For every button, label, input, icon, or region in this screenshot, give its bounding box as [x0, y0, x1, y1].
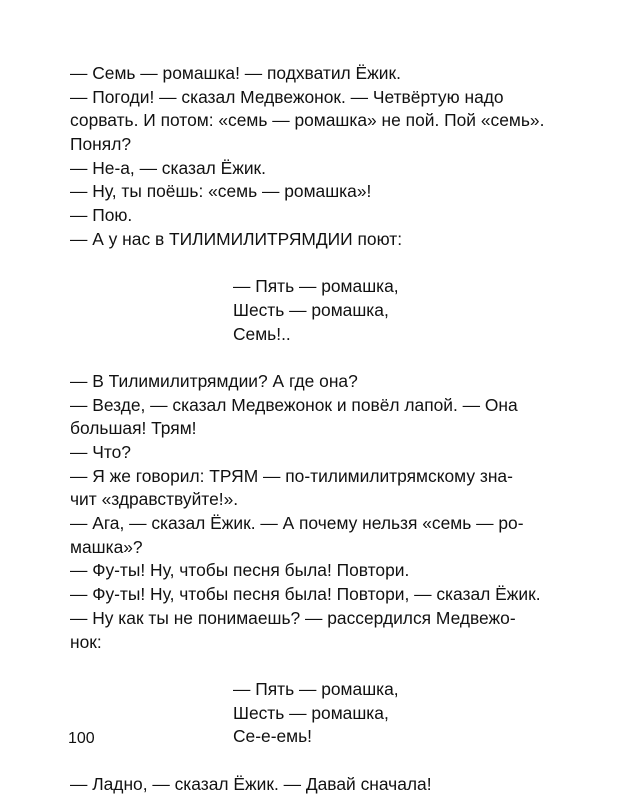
page-number: 100: [68, 730, 95, 747]
stanza-gap: [70, 749, 585, 773]
verse-1: [70, 275, 585, 346]
text-line: — В Тилимилитрямдии? А где она?: [70, 370, 358, 391]
text-line: — А у нас в ТИЛИМИЛИТРЯМДИИ поют:: [70, 228, 403, 249]
text-line: — Не-а, — сказал Ёжик.: [70, 157, 266, 178]
text-line: большая! Трям!: [70, 418, 197, 439]
stanza-gap: [70, 654, 585, 678]
text-line: — Пою.: [70, 205, 133, 226]
stanza-gap: [70, 346, 585, 370]
verse-line: — Пять — ромашка,: [233, 678, 399, 699]
verse-line: Шесть — ромашка,: [233, 702, 389, 723]
text-line: — Фу-ты! Ну, чтобы песня была! Повтори, — сказал Ёжик.: [70, 584, 541, 605]
story-text: [70, 62, 585, 796]
verse-line: Шесть — ромашка,: [233, 299, 389, 320]
text-line: нок:: [70, 631, 102, 652]
text-line: машка»?: [70, 536, 143, 557]
dialogue-part-1: [70, 62, 585, 252]
text-line: — Ну как ты не понимаешь? — рассердился Медвежо-: [70, 607, 516, 628]
text-line: — Ладно, — сказал Ёжик. — Давай сначала!: [70, 773, 432, 794]
text-line: — Семь — ромашка! — подхватил Ёжик.: [70, 63, 401, 83]
text-line: — Везде, — сказал Медвежонок и повёл лапой. — Она: [70, 394, 518, 415]
dialogue-part-3: [70, 773, 585, 797]
text-line: — Ага, — сказал Ёжик. — А почему нельзя «семь — ро-: [70, 513, 524, 534]
verse-line: Се-е-емь!: [233, 726, 313, 747]
stanza-gap: [70, 252, 585, 276]
text-line: — Фу-ты! Ну, чтобы песня была! Повтори.: [70, 560, 410, 581]
verse-2: [70, 678, 585, 749]
text-line: Понял?: [70, 134, 132, 155]
text-line: — Ну, ты поёшь: «семь — ромашка»!: [70, 181, 372, 202]
verse-line: — Пять — ромашка,: [233, 276, 399, 297]
text-line: сорвать. И потом: «семь — ромашка» не пой. Пой «семь».: [70, 110, 545, 131]
text-line: — Что?: [70, 442, 131, 462]
text-line: — Я же говорил: ТРЯМ — по-тилимилитрямскому зна-: [70, 465, 513, 486]
text-line: — Погоди! — сказал Медвежонок. — Четвёртую надо: [70, 86, 504, 107]
text-line: чит «здравствуйте!».: [70, 489, 239, 510]
dialogue-part-2: [70, 370, 585, 654]
verse-line: Семь!..: [233, 323, 291, 344]
